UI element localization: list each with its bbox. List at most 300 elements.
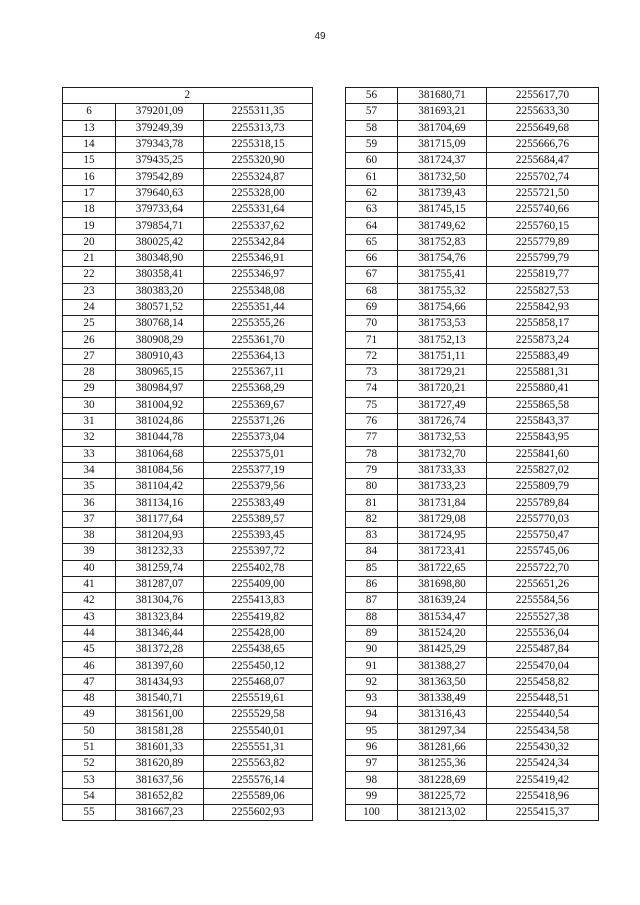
x-coordinate-cell: 381732,50 <box>398 169 487 185</box>
x-coordinate-cell: 381693,21 <box>398 104 487 120</box>
x-coordinate-cell: 381255,36 <box>398 756 487 772</box>
table-row <box>63 625 313 641</box>
y-coordinate-cell: 2255584,56 <box>487 593 599 609</box>
table-row <box>63 495 313 511</box>
x-coordinate-cell: 381601,33 <box>116 739 204 755</box>
point-number-cell: 72 <box>346 348 398 364</box>
x-coordinate-cell: 381754,66 <box>398 299 487 315</box>
x-coordinate-cell: 380571,52 <box>116 299 204 315</box>
y-coordinate-cell: 2255379,56 <box>204 479 313 495</box>
point-number-cell: 56 <box>346 88 398 104</box>
x-coordinate-cell: 381680,71 <box>398 88 487 104</box>
x-coordinate-cell: 381363,50 <box>398 674 487 690</box>
y-coordinate-cell: 2255393,45 <box>204 528 313 544</box>
table-row <box>63 234 313 250</box>
point-number-cell: 80 <box>346 479 398 495</box>
point-number-cell: 21 <box>63 250 116 266</box>
point-number-cell: 53 <box>63 772 116 788</box>
x-coordinate-cell: 381620,89 <box>116 756 204 772</box>
table-row <box>63 430 313 446</box>
y-coordinate-cell: 2255589,06 <box>204 788 313 804</box>
y-coordinate-cell: 2255428,00 <box>204 625 313 641</box>
point-number-cell: 64 <box>346 218 398 234</box>
x-coordinate-cell: 381722,65 <box>398 560 487 576</box>
y-coordinate-cell: 2255873,24 <box>487 332 599 348</box>
table-row <box>346 218 599 234</box>
point-number-cell: 13 <box>63 120 116 136</box>
point-number-cell: 95 <box>346 723 398 739</box>
point-number-cell: 83 <box>346 528 398 544</box>
table-row <box>63 593 313 609</box>
y-coordinate-cell: 2255827,02 <box>487 462 599 478</box>
y-coordinate-cell: 2255313,73 <box>204 120 313 136</box>
x-coordinate-cell: 381733,23 <box>398 479 487 495</box>
point-number-cell: 33 <box>63 446 116 462</box>
point-number-cell: 90 <box>346 642 398 658</box>
x-coordinate-cell: 379435,25 <box>116 153 204 169</box>
point-number-cell: 47 <box>63 674 116 690</box>
table-row <box>346 430 599 446</box>
table-row <box>346 723 599 739</box>
y-coordinate-cell: 2255841,60 <box>487 446 599 462</box>
x-coordinate-cell: 381753,53 <box>398 316 487 332</box>
table-row <box>63 690 313 706</box>
x-coordinate-cell: 381727,49 <box>398 397 487 413</box>
y-coordinate-cell: 2255389,57 <box>204 511 313 527</box>
y-coordinate-cell: 2255602,93 <box>204 805 313 821</box>
point-number-cell: 84 <box>346 544 398 560</box>
point-number-cell: 6 <box>63 104 116 120</box>
x-coordinate-cell: 381729,08 <box>398 511 487 527</box>
x-coordinate-cell: 381561,00 <box>116 707 204 723</box>
point-number-cell: 51 <box>63 739 116 755</box>
x-coordinate-cell: 381726,74 <box>398 413 487 429</box>
point-number-cell: 15 <box>63 153 116 169</box>
y-coordinate-cell: 2255487,84 <box>487 642 599 658</box>
y-coordinate-cell: 2255373,04 <box>204 430 313 446</box>
table-row <box>63 413 313 429</box>
y-coordinate-cell: 2255551,31 <box>204 739 313 755</box>
point-number-cell: 20 <box>63 234 116 250</box>
y-coordinate-cell: 2255633,30 <box>487 104 599 120</box>
table-row <box>63 772 313 788</box>
table-row <box>63 674 313 690</box>
point-number-cell: 32 <box>63 430 116 446</box>
table-row <box>63 299 313 315</box>
y-coordinate-cell: 2255361,70 <box>204 332 313 348</box>
y-coordinate-cell: 2255413,83 <box>204 593 313 609</box>
point-number-cell: 26 <box>63 332 116 348</box>
point-number-cell: 18 <box>63 202 116 218</box>
coordinates-table-right <box>345 87 599 821</box>
table-row <box>63 739 313 755</box>
y-coordinate-cell: 2255666,76 <box>487 136 599 152</box>
point-number-cell: 67 <box>346 267 398 283</box>
x-coordinate-cell: 381581,28 <box>116 723 204 739</box>
x-coordinate-cell: 381652,82 <box>116 788 204 804</box>
y-coordinate-cell: 2255468,07 <box>204 674 313 690</box>
table-row <box>346 136 599 152</box>
x-coordinate-cell: 381338,49 <box>398 690 487 706</box>
point-number-cell: 59 <box>346 136 398 152</box>
table-row <box>63 462 313 478</box>
x-coordinate-cell: 381704,69 <box>398 120 487 136</box>
point-number-cell: 40 <box>63 560 116 576</box>
y-coordinate-cell: 2255750,47 <box>487 528 599 544</box>
x-coordinate-cell: 379542,89 <box>116 169 204 185</box>
table-row <box>346 625 599 641</box>
x-coordinate-cell: 381287,07 <box>116 576 204 592</box>
table-row <box>346 805 599 821</box>
y-coordinate-cell: 2255320,90 <box>204 153 313 169</box>
point-number-cell: 93 <box>346 690 398 706</box>
point-number-cell: 63 <box>346 202 398 218</box>
x-coordinate-cell: 381731,84 <box>398 495 487 511</box>
point-number-cell: 36 <box>63 495 116 511</box>
table-row <box>63 332 313 348</box>
x-coordinate-cell: 379201,09 <box>116 104 204 120</box>
x-coordinate-cell: 381715,09 <box>398 136 487 152</box>
point-number-cell: 25 <box>63 316 116 332</box>
y-coordinate-cell: 2255367,11 <box>204 365 313 381</box>
point-number-cell: 28 <box>63 365 116 381</box>
table-row <box>346 756 599 772</box>
point-number-cell: 82 <box>346 511 398 527</box>
table-row <box>63 202 313 218</box>
point-number-cell: 16 <box>63 169 116 185</box>
point-number-cell: 98 <box>346 772 398 788</box>
x-coordinate-cell: 381733,33 <box>398 462 487 478</box>
x-coordinate-cell: 381281,66 <box>398 739 487 755</box>
table-row <box>346 609 599 625</box>
table-row <box>63 250 313 266</box>
x-coordinate-cell: 381754,76 <box>398 250 487 266</box>
x-coordinate-cell: 381749,62 <box>398 218 487 234</box>
y-coordinate-cell: 2255450,12 <box>204 658 313 674</box>
x-coordinate-cell: 381232,33 <box>116 544 204 560</box>
y-coordinate-cell: 2255740,66 <box>487 202 599 218</box>
x-coordinate-cell: 381134,16 <box>116 495 204 511</box>
x-coordinate-cell: 381304,76 <box>116 593 204 609</box>
point-number-cell: 27 <box>63 348 116 364</box>
x-coordinate-cell: 381637,56 <box>116 772 204 788</box>
y-coordinate-cell: 2255409,00 <box>204 576 313 592</box>
point-number-cell: 22 <box>63 267 116 283</box>
table-row <box>63 104 313 120</box>
table-row <box>346 707 599 723</box>
x-coordinate-cell: 381724,95 <box>398 528 487 544</box>
x-coordinate-cell: 381752,83 <box>398 234 487 250</box>
y-coordinate-cell: 2255721,50 <box>487 185 599 201</box>
x-coordinate-cell: 381724,37 <box>398 153 487 169</box>
point-number-cell: 71 <box>346 332 398 348</box>
point-number-cell: 60 <box>346 153 398 169</box>
y-coordinate-cell: 2255858,17 <box>487 316 599 332</box>
table-row <box>63 658 313 674</box>
point-number-cell: 91 <box>346 658 398 674</box>
table-row <box>63 381 313 397</box>
table-row <box>63 120 313 136</box>
x-coordinate-cell: 381732,70 <box>398 446 487 462</box>
point-number-cell: 76 <box>346 413 398 429</box>
y-coordinate-cell: 2255529,58 <box>204 707 313 723</box>
point-number-cell: 17 <box>63 185 116 201</box>
y-coordinate-cell: 2255819,77 <box>487 267 599 283</box>
x-coordinate-cell: 381024,86 <box>116 413 204 429</box>
x-coordinate-cell: 381720,21 <box>398 381 487 397</box>
y-coordinate-cell: 2255415,37 <box>487 805 599 821</box>
y-coordinate-cell: 2255809,79 <box>487 479 599 495</box>
point-number-cell: 85 <box>346 560 398 576</box>
table-row <box>346 593 599 609</box>
point-number-cell: 65 <box>346 234 398 250</box>
x-coordinate-cell: 380025,42 <box>116 234 204 250</box>
table-row <box>346 479 599 495</box>
x-coordinate-cell: 381434,93 <box>116 674 204 690</box>
point-number-cell: 41 <box>63 576 116 592</box>
y-coordinate-cell: 2255684,47 <box>487 153 599 169</box>
point-number-cell: 45 <box>63 642 116 658</box>
table-header-row <box>63 88 313 104</box>
y-coordinate-cell: 2255419,82 <box>204 609 313 625</box>
x-coordinate-cell: 381752,13 <box>398 332 487 348</box>
x-coordinate-cell: 381667,23 <box>116 805 204 821</box>
y-coordinate-cell: 2255651,26 <box>487 576 599 592</box>
x-coordinate-cell: 380348,90 <box>116 250 204 266</box>
point-number-cell: 14 <box>63 136 116 152</box>
y-coordinate-cell: 2255397,72 <box>204 544 313 560</box>
point-number-cell: 68 <box>346 283 398 299</box>
table-row <box>346 267 599 283</box>
y-coordinate-cell: 2255377,19 <box>204 462 313 478</box>
y-coordinate-cell: 2255540,01 <box>204 723 313 739</box>
x-coordinate-cell: 381751,11 <box>398 348 487 364</box>
table-row <box>346 739 599 755</box>
table-row <box>63 446 313 462</box>
point-number-cell: 96 <box>346 739 398 755</box>
table-row <box>63 609 313 625</box>
y-coordinate-cell: 2255448,51 <box>487 690 599 706</box>
x-coordinate-cell: 381397,60 <box>116 658 204 674</box>
point-number-cell: 86 <box>346 576 398 592</box>
x-coordinate-cell: 381723,41 <box>398 544 487 560</box>
table-row <box>346 544 599 560</box>
y-coordinate-cell: 2255881,31 <box>487 365 599 381</box>
table-row <box>346 658 599 674</box>
y-coordinate-cell: 2255328,00 <box>204 185 313 201</box>
x-coordinate-cell: 381177,64 <box>116 511 204 527</box>
x-coordinate-cell: 381297,34 <box>398 723 487 739</box>
table-row <box>63 642 313 658</box>
x-coordinate-cell: 380910,43 <box>116 348 204 364</box>
point-number-cell: 31 <box>63 413 116 429</box>
x-coordinate-cell: 381739,43 <box>398 185 487 201</box>
x-coordinate-cell: 380965,15 <box>116 365 204 381</box>
y-coordinate-cell: 2255402,78 <box>204 560 313 576</box>
x-coordinate-cell: 381084,56 <box>116 462 204 478</box>
y-coordinate-cell: 2255424,34 <box>487 756 599 772</box>
table-row <box>346 690 599 706</box>
point-number-cell: 88 <box>346 609 398 625</box>
table-row <box>346 234 599 250</box>
point-number-cell: 30 <box>63 397 116 413</box>
y-coordinate-cell: 2255760,15 <box>487 218 599 234</box>
x-coordinate-cell: 379249,39 <box>116 120 204 136</box>
table-row <box>63 788 313 804</box>
table-row <box>346 120 599 136</box>
point-number-cell: 24 <box>63 299 116 315</box>
point-number-cell: 73 <box>346 365 398 381</box>
table-row <box>346 202 599 218</box>
point-number-cell: 78 <box>346 446 398 462</box>
y-coordinate-cell: 2255519,61 <box>204 690 313 706</box>
table-row <box>346 153 599 169</box>
point-number-cell: 70 <box>346 316 398 332</box>
table-row <box>63 316 313 332</box>
table-row <box>346 446 599 462</box>
table-row <box>346 772 599 788</box>
y-coordinate-cell: 2255617,70 <box>487 88 599 104</box>
x-coordinate-cell: 381755,32 <box>398 283 487 299</box>
point-number-cell: 29 <box>63 381 116 397</box>
y-coordinate-cell: 2255440,54 <box>487 707 599 723</box>
y-coordinate-cell: 2255745,06 <box>487 544 599 560</box>
table-row <box>63 348 313 364</box>
x-coordinate-cell: 381323,84 <box>116 609 204 625</box>
table-row <box>346 528 599 544</box>
x-coordinate-cell: 381540,71 <box>116 690 204 706</box>
y-coordinate-cell: 2255369,67 <box>204 397 313 413</box>
y-coordinate-cell: 2255346,91 <box>204 250 313 266</box>
y-coordinate-cell: 2255880,41 <box>487 381 599 397</box>
x-coordinate-cell: 381316,43 <box>398 707 487 723</box>
x-coordinate-cell: 381228,69 <box>398 772 487 788</box>
table-header-cell: 2 <box>63 88 313 104</box>
x-coordinate-cell: 381104,42 <box>116 479 204 495</box>
point-number-cell: 35 <box>63 479 116 495</box>
y-coordinate-cell: 2255418,96 <box>487 788 599 804</box>
point-number-cell: 37 <box>63 511 116 527</box>
table-row <box>346 365 599 381</box>
y-coordinate-cell: 2255311,35 <box>204 104 313 120</box>
table-row <box>346 511 599 527</box>
x-coordinate-cell: 381204,93 <box>116 528 204 544</box>
y-coordinate-cell: 2255843,37 <box>487 413 599 429</box>
table-row <box>63 805 313 821</box>
y-coordinate-cell: 2255842,93 <box>487 299 599 315</box>
point-number-cell: 87 <box>346 593 398 609</box>
y-coordinate-cell: 2255364,13 <box>204 348 313 364</box>
y-coordinate-cell: 2255470,04 <box>487 658 599 674</box>
x-coordinate-cell: 381372,28 <box>116 642 204 658</box>
table-row <box>346 788 599 804</box>
y-coordinate-cell: 2255770,03 <box>487 511 599 527</box>
x-coordinate-cell: 379343,78 <box>116 136 204 152</box>
point-number-cell: 92 <box>346 674 398 690</box>
table-row <box>346 169 599 185</box>
y-coordinate-cell: 2255702,74 <box>487 169 599 185</box>
point-number-cell: 81 <box>346 495 398 511</box>
table-row <box>63 528 313 544</box>
y-coordinate-cell: 2255779,89 <box>487 234 599 250</box>
point-number-cell: 89 <box>346 625 398 641</box>
point-number-cell: 62 <box>346 185 398 201</box>
x-coordinate-cell: 379854,71 <box>116 218 204 234</box>
y-coordinate-cell: 2255536,04 <box>487 625 599 641</box>
y-coordinate-cell: 2255348,08 <box>204 283 313 299</box>
table-row <box>346 560 599 576</box>
table-row <box>346 185 599 201</box>
point-number-cell: 50 <box>63 723 116 739</box>
y-coordinate-cell: 2255527,38 <box>487 609 599 625</box>
table-row <box>346 250 599 266</box>
y-coordinate-cell: 2255883,49 <box>487 348 599 364</box>
point-number-cell: 38 <box>63 528 116 544</box>
table-row <box>63 576 313 592</box>
table-row <box>346 283 599 299</box>
table-row <box>63 560 313 576</box>
point-number-cell: 58 <box>346 120 398 136</box>
y-coordinate-cell: 2255371,26 <box>204 413 313 429</box>
x-coordinate-cell: 380984,97 <box>116 381 204 397</box>
y-coordinate-cell: 2255827,53 <box>487 283 599 299</box>
y-coordinate-cell: 2255865,58 <box>487 397 599 413</box>
y-coordinate-cell: 2255430,32 <box>487 739 599 755</box>
table-row <box>346 104 599 120</box>
point-number-cell: 97 <box>346 756 398 772</box>
point-number-cell: 100 <box>346 805 398 821</box>
y-coordinate-cell: 2255458,82 <box>487 674 599 690</box>
x-coordinate-cell: 381225,72 <box>398 788 487 804</box>
y-coordinate-cell: 2255318,15 <box>204 136 313 152</box>
table-row <box>346 576 599 592</box>
point-number-cell: 34 <box>63 462 116 478</box>
table-row <box>346 348 599 364</box>
x-coordinate-cell: 381732,53 <box>398 430 487 446</box>
x-coordinate-cell: 379733,64 <box>116 202 204 218</box>
table-row <box>63 218 313 234</box>
table-row <box>346 642 599 658</box>
x-coordinate-cell: 381729,21 <box>398 365 487 381</box>
point-number-cell: 23 <box>63 283 116 299</box>
y-coordinate-cell: 2255368,29 <box>204 381 313 397</box>
point-number-cell: 69 <box>346 299 398 315</box>
x-coordinate-cell: 381639,24 <box>398 593 487 609</box>
x-coordinate-cell: 381259,74 <box>116 560 204 576</box>
y-coordinate-cell: 2255434,58 <box>487 723 599 739</box>
table-row <box>346 413 599 429</box>
point-number-cell: 49 <box>63 707 116 723</box>
table-row <box>63 707 313 723</box>
table-row <box>63 511 313 527</box>
table-row <box>63 397 313 413</box>
x-coordinate-cell: 379640,63 <box>116 185 204 201</box>
x-coordinate-cell: 381425,29 <box>398 642 487 658</box>
point-number-cell: 48 <box>63 690 116 706</box>
point-number-cell: 77 <box>346 430 398 446</box>
y-coordinate-cell: 2255649,68 <box>487 120 599 136</box>
y-coordinate-cell: 2255563,82 <box>204 756 313 772</box>
x-coordinate-cell: 381044,78 <box>116 430 204 446</box>
table-row <box>63 153 313 169</box>
table-row <box>346 299 599 315</box>
y-coordinate-cell: 2255337,62 <box>204 218 313 234</box>
table-row <box>63 136 313 152</box>
point-number-cell: 54 <box>63 788 116 804</box>
table-row <box>346 462 599 478</box>
point-number-cell: 75 <box>346 397 398 413</box>
table-row <box>346 495 599 511</box>
